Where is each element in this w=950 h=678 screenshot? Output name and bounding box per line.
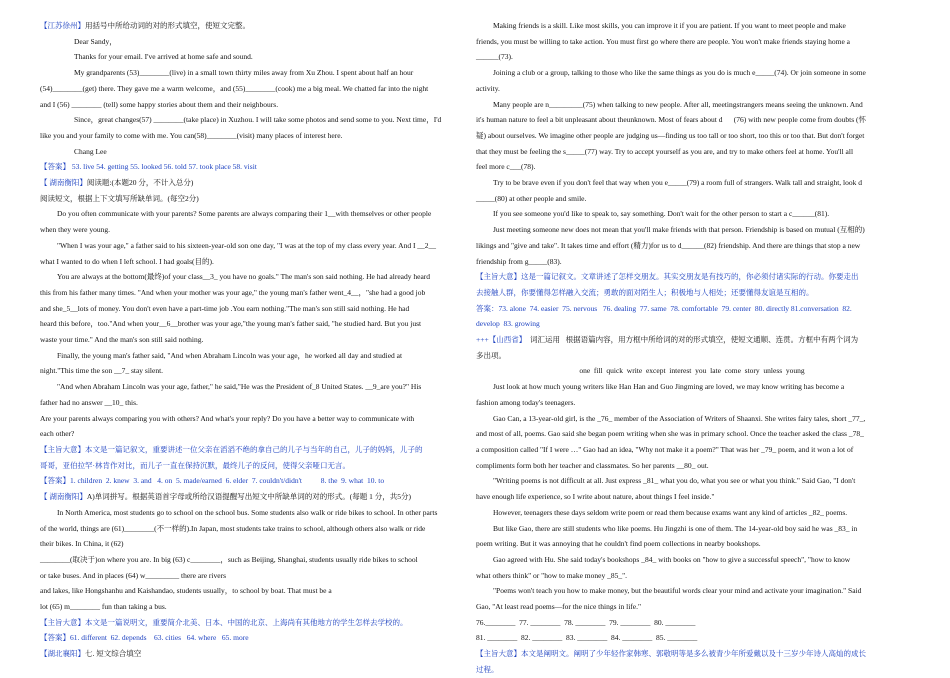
left-text-line: night."This time the son __7_ stay silent. [40, 366, 164, 376]
left-text-line: this from his father many times. "And when your mother was your age," the young man's father went_4__，"she had a good job [40, 287, 426, 297]
right-text-line: Gao Can, a 13-year-old girl, is the _76_ member of the Association of Writers of Shaanxi. She writes fairy tales, short _77_, [493, 413, 866, 423]
left-text-line: 【 湖南衡阳】A)单词拼写。根据英语首字母或所给汉语提醒写出短文中所缺单词的对的形式。(每题 1 分，共5分) [40, 492, 412, 502]
right-text-line: friendship from g_____(83). [476, 256, 562, 266]
left-text-line: 哥哥，亚伯拉罕·林肯作对比，而儿子一直在保持沉默，最终儿子的反问，使得父亲哑口无言。 [40, 460, 350, 470]
left-text-line: 【湖北襄阳】七. 短文综合填空 [40, 649, 142, 659]
right-text-line: it's human nature to feel a bit unpleasant about theunknown. Most of fears about d (76) with new people come from doubts (怀 [476, 115, 867, 125]
left-text-line: Chang Lee [74, 146, 107, 156]
left-text-line: My grandparents (53)________(live) in a small town thirty miles away from Xu Zhou. I spent about half an hour [74, 68, 414, 78]
left-text-line: 【 湖南衡阳】阅读题:(本题20 分，不计入总分) [40, 178, 194, 188]
left-text-line: "When I was your age," a father said to his sixteen-year-old son one day, "I was at the top of my class every year. And I __2__ [57, 240, 437, 250]
left-text-line: heard this before，too."And when your__6__brother was your age,"the young man's father said, "he studied hard. But you just [40, 319, 422, 329]
left-text-line: and she_5__lots of money. You don't even have a part-time job .You earn nothing."The man's son still said nothing. He had [40, 303, 410, 313]
right-text-line: develop 83. growing [476, 319, 540, 329]
right-text-line: 疑) about ourselves. We imagine other people are judging us—finding us too tall or too short, too this or too that. But don't forget [476, 130, 865, 140]
right-text-line: have enough life experience, so I write about nature, about things I feel inside." [476, 492, 715, 502]
right-column [476, 18, 908, 678]
left-text-line: 【江苏徐州】用括号中所给动词的对的形式填空，使短文完整。 [40, 21, 250, 30]
left-text-line: "And when Abraham Lincoln was your age, father," he said,"He was the President of_8 United States. __9_are you?" His [57, 382, 422, 392]
left-text-line: or take buses. And in places (64) w_________ there are rivers [40, 570, 226, 580]
right-text-line: a composition called "If I were …" Gao had an idea, "Why not make it a poem?" That was her _79_ poem, and it won a lot of [476, 444, 854, 454]
left-column [40, 18, 470, 662]
left-text-line: Finally, the young man's father said, "And when Abraham Lincoln was your age，he worked all day and studied at [57, 350, 403, 360]
right-text-line: "Writing poems is not difficult at all. Just express _81_ what you do, what you see or what you think." Said Gao, "I don't [493, 476, 856, 486]
left-text-line: waste your time." And the man's son still said nothing. [40, 335, 204, 345]
right-text-line: fashion among today's teenagers. [476, 397, 576, 407]
left-text-line: In North America, most students go to school on the school bus. Some students also walk or ride bikes to school. In other parts [57, 507, 438, 517]
right-text-line: Making friends is a skill. Like most skills, you can improve it if you are patient. If you want to meet people and make [493, 21, 846, 30]
right-text-line: +++【山西省】 词汇运用 根据语篇内容，用方框中所给词的对的形式填空，使短文通顺、连贯。方框中有两个词为 [476, 335, 859, 345]
right-text-line: Just look at how much young writers like Han Han and Guo Jingming are loved, we may know writing has become a [493, 382, 845, 392]
right-text-line: feel more c___(78). [476, 162, 536, 172]
left-text-line: Since，great changes(57) ________(take place) in Xuzhou. I will take some photos and send some to you. Next time，I'd [74, 115, 442, 125]
left-text-line: 【答案】1. children 2. knew 3. and 4. on 5. made/earned 6. elder 7. couldn't/didn't 8. the 9. what 10. to [40, 476, 385, 486]
left-text-line: Dear Sandy， [74, 36, 117, 46]
left-text-line: 阅读短文，根据上下文填写所缺单词。(每空2分) [40, 193, 199, 203]
right-text-line: Gao agreed with Hu. She said today's bookshops _84_ with books on "how to give a successful speech", "how to know [493, 554, 851, 564]
right-text-line: 多出项。 [476, 350, 506, 360]
left-text-line: Are your parents always comparing you with others? And what's your reply? Do you have a better way to communicate with [40, 413, 415, 423]
right-text-line: Many people are n_________(75) when talking to new people. After all, meetingstrangers means seeing the unknown. And [493, 99, 863, 109]
right-text-line: "Poems won't teach you how to make money, but the beautiful words clear your mind and activate your imagination." Said [493, 586, 862, 596]
left-text-line: what I wanted to do when I left school. I had goals(目的). [40, 256, 214, 266]
left-text-line: 【答案】 53. live 54. getting 55. looked 56. told 57. took place 58. visit [40, 162, 257, 172]
right-text-line: 【主旨大意】本文是阐明文。阐明了少年轻作家韩寒、郭敬明等是多么被青少年所爱戴以及十三岁少年诗人高灿的成长 [476, 649, 866, 659]
left-text-line: lot (65) m________ fun than taking a bus. [40, 602, 167, 612]
right-text-line: _____(80) at other people and smile. [476, 193, 587, 203]
right-text-line: 76.________ 77. ________ 78. ________ 79. ________ 80. ________ [476, 617, 696, 627]
right-text-line: However, teenagers these days seldom write poem or read them because exams want any kind of articles _82_ poems. [493, 507, 848, 517]
left-text-line: father had no answer __10_ this. [40, 397, 138, 407]
right-text-line: ______(73). [476, 52, 513, 62]
right-text-line: what others think" or "how to make money _85_". [476, 570, 628, 580]
right-text-line: 81. ________ 82. ________ 83. ________ 84. ________ 85. ________ [476, 633, 698, 643]
left-text-line: like you and your family to come with me. You can(58)________(visit) many places of interest here. [40, 130, 343, 140]
right-text-line: But like Gao, there are still students who like poems. Hu Jingzhi is one of them. The 14-year-old boy said he was _83_ in [493, 523, 858, 533]
left-text-line: 【主旨大意】本文是一篇记叙文，重要讲述一位父亲在滔滔不绝的拿自己的儿子与当年的自己，儿子的妈妈，儿子的 [40, 444, 423, 454]
right-text-line: 答案：73. alone 74. easier 75. nervous 76. dealing 77. same 78. comfortable 79. center 80. directly 81.conversation 82. [476, 303, 852, 313]
right-text-line: 过程。 [476, 664, 499, 674]
left-text-line: (54)________(get) there. They gave me a warm welcome，and (55)________(cook) me a big meal. We chatted far into the night [40, 83, 429, 93]
right-text-line: friends, you must be willing to take action. You must first go where there are people. You won't make friends staying home a [476, 36, 850, 46]
right-text-line: that they must be feeling the s_____(77) way. Try to accept yourself as you are, and try to make others feel at home. You'll all [476, 146, 854, 156]
right-text-line: Try to be brave even if you don't feel that way when you e_____(79) a room full of strangers. Walk tall and straight, look d [493, 178, 862, 188]
right-text-line: Just meeting someone new does not mean that you'll make friends with that person. Friendship is based on mutual (互相的) [493, 225, 865, 235]
right-text-line: 【主旨大意】这是一篇记叙文。文章讲述了怎样交朋友。其实交朋友是有技巧的，你必须付诸实际的行动。你要走出 [476, 272, 859, 282]
right-text-line: compliments form both her teacher and classmates. So her parents __80_ out. [476, 460, 709, 470]
right-text-line: one fill quick write except interest you late come story unless young [579, 366, 805, 376]
left-text-line: Do you often communicate with your parents? Some parents are always comparing their 1__with themselves or other people [57, 209, 432, 219]
right-text-line: 去接触人群，你要懂得怎样融入交流；勇敢的面对陌生人；积极地与人相处；还要懂得友谊是互相的。 [476, 287, 814, 297]
left-text-line: Thanks for your email. I've arrived at home safe and sound. [74, 52, 253, 62]
right-text-line: activity. [476, 83, 500, 93]
left-text-line: when they were young. [40, 225, 110, 235]
left-text-line: and I (56) ________ (tell) some happy stories about them and their neighbours. [40, 99, 279, 109]
left-text-line: and lakes, like Hongshanhu and Kaishandao, students usually，to school by boat. That must be a [40, 586, 332, 596]
right-text-line: If you see someone you'd like to speak to, say something. Don't wait for the other person to start a c______(81). [493, 209, 830, 219]
left-text-line: 【主旨大意】本文是一篇说明文，重要简介北美、日本、中国的北京、上海尚有其他地方的学生怎样去学校的。 [40, 617, 408, 627]
left-text-line: 【答案】61. different 62. depends 63. cities 64. where 65. more [40, 633, 249, 643]
right-text-line: and most of all, poems. Gao said she began poem writing when she was in primary school. Once the teacher asked the class _78_ [476, 429, 864, 439]
left-text-line: their bikes. In China, it (62) [40, 539, 124, 549]
right-text-line: Joining a club or a group, talking to those who like the same things as you do is much e_____(74). Or join someone in some [493, 68, 866, 78]
right-text-line: poem writing. But it was annoying that he couldn't find poem collections in nearby bookshops. [476, 539, 761, 549]
right-text-line: likings and "give and take". It takes time and effort (精力)for us to d______(82) friendship. And there are things that stop a new [476, 240, 861, 250]
left-text-line: You are always at the bottom(最终)of your class__3_ you have no goals." The man's son said nothing. He had already heard [57, 272, 431, 282]
right-text-line: Gao, "At least read poems—for the nice things in life." [476, 602, 642, 612]
left-text-line: ________(取决于)on where you are. In big (63) c________，such as Beijing, Shanghai, students usually ride bikes to school [40, 554, 418, 564]
left-text-line: each other? [40, 429, 75, 439]
left-text-line: of the world, things are (61)________(不一样的).In Japan, most students take trains to school, although others also walk or ride [40, 523, 426, 533]
